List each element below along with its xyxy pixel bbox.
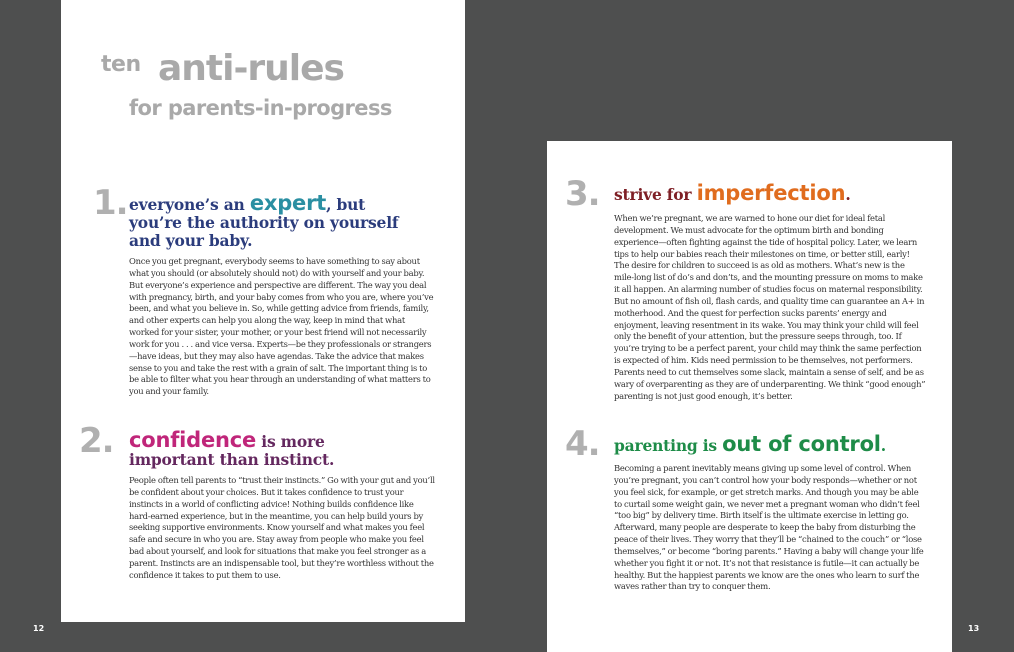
- rule-3-heading-pre: strive for: [614, 185, 697, 204]
- rule-3-heading-highlight: imperfection: [696, 181, 846, 205]
- rule-4-heading-highlight: out of control: [722, 432, 881, 456]
- rule-1-heading-pre: everyone’s an: [129, 195, 250, 214]
- rule-2-number: 2.: [79, 421, 114, 461]
- title-anti-rules: anti-rules: [158, 48, 344, 89]
- rule-4-heading-pre: parenting is: [614, 436, 723, 455]
- rule-1-heading-post: , but you’re the authority on yourself and your baby.: [129, 195, 399, 250]
- rule-4-heading-post: .: [880, 436, 886, 455]
- rule-3-heading-post: .: [845, 185, 851, 204]
- rule-1-body: Once you get pregnant, everybody seems to have something to say about what you should (or absolutely should not) do with yourself and your baby. But everyone’s experience and perspective are different. The way you deal with pregnancy, birth, and your baby comes from who you are, where you’ve been, and what you believe in. So, while getting advice from friends, family, and other experts can help you along the way, keep in mind that what worked for your sister, your mother, or your best friend will not necessarily work for you . . . and vice versa. Experts—be they professionals or strangers—have ideas, but they may also have agendas. Take the advice that makes sense to you and take the rest with a grain of salt. The important thing is to be able to filter what you hear through an understanding of what matters to you and your family.: [129, 256, 434, 397]
- rule-2-heading: [129, 428, 394, 469]
- title-subtitle: for parents-in-progress: [129, 96, 392, 120]
- page-number-left: 12: [33, 624, 45, 633]
- rule-4-number: 4.: [565, 424, 600, 464]
- rule-4-heading: [614, 432, 944, 456]
- rule-1-heading-highlight: expert: [249, 191, 327, 215]
- page-number-right: 13: [968, 624, 980, 633]
- rule-2-heading-highlight: confidence: [129, 428, 257, 452]
- rule-2-body: People often tell parents to “trust their instincts.” Go with your gut and you’ll be confident about your choices. But it takes confidence to trust your instincts in a world of conflicting advice! Nothing builds confidence like hard-earned experience, but in the meantime, you can help build yours by seeking supportive environments. Know yourself and what makes you feel safe and secure in who you are. Stay away from people who make you feel bad about yourself, and look for situations that make you feel stronger as a parent. Instincts are an indispensable tool, but they’re worthless without the confidence it takes to put them to use.: [129, 475, 435, 580]
- rule-3-number: 3.: [565, 174, 600, 214]
- rule-4-body: Becoming a parent inevitably means giving up some level of control. When you’re pregnant, you can’t control how your body responds—whether or not you feel sick, for example, or get stretch marks. And though you may be able to curtail some weight gain, we never met a pregnant woman who didn’t feel “too big” by delivery time. Birth itself is the ultimate exercise in letting go. Afterward, many people are desperate to keep the baby from disturbing the peace of their lives. They worry that they’ll be “chained to the couch” or “lose themselves,” or become “boring parents.” Having a baby will change your life whether you fight it or not. It’s not that resistance is futile—it can actually be healthy. But the happiest parents we know are the ones who learn to surf the waves rather than try to conquer them.: [614, 463, 924, 592]
- rule-2-heading-post: is more important than instinct.: [129, 432, 335, 469]
- rule-1-number: 1.: [93, 183, 128, 223]
- rule-3-body: When we’re pregnant, we are warned to hone our diet for ideal fetal development. We must advocate for the optimum birth and bonding experience—often fighting against the tide of hospital policy. Later, we learn tips to help our babies reach their milestones on time, or better still, early! The desire for children to succeed is as old as mothers. What’s new is the mile-long list of do’s and don’ts, and the mounting pressure on moms to make it all happen. An alarming number of studies focus on maternal responsibility. But no amount of fish oil, flash cards, and quality time can guarantee an A+ in motherhood. And the quest for perfection sucks parents’ energy and enjoyment, leaving resentment in its wake. You may think your child will feel only the benefit of your attention, but the pressure seeps through, too. If you’re trying to be a perfect parent, your child may think the same perfection is expected of him. Kids need permission to be themselves, not performers. Parents need to cut themselves some slack, maintain a sense of self, and be as wary of overparenting as they are of underparenting. We think “good enough” parenting is not just good enough, it’s better.: [614, 213, 926, 401]
- title-ten: ten: [101, 52, 141, 77]
- rule-1-heading: [129, 191, 419, 250]
- rule-3-heading: [614, 181, 934, 205]
